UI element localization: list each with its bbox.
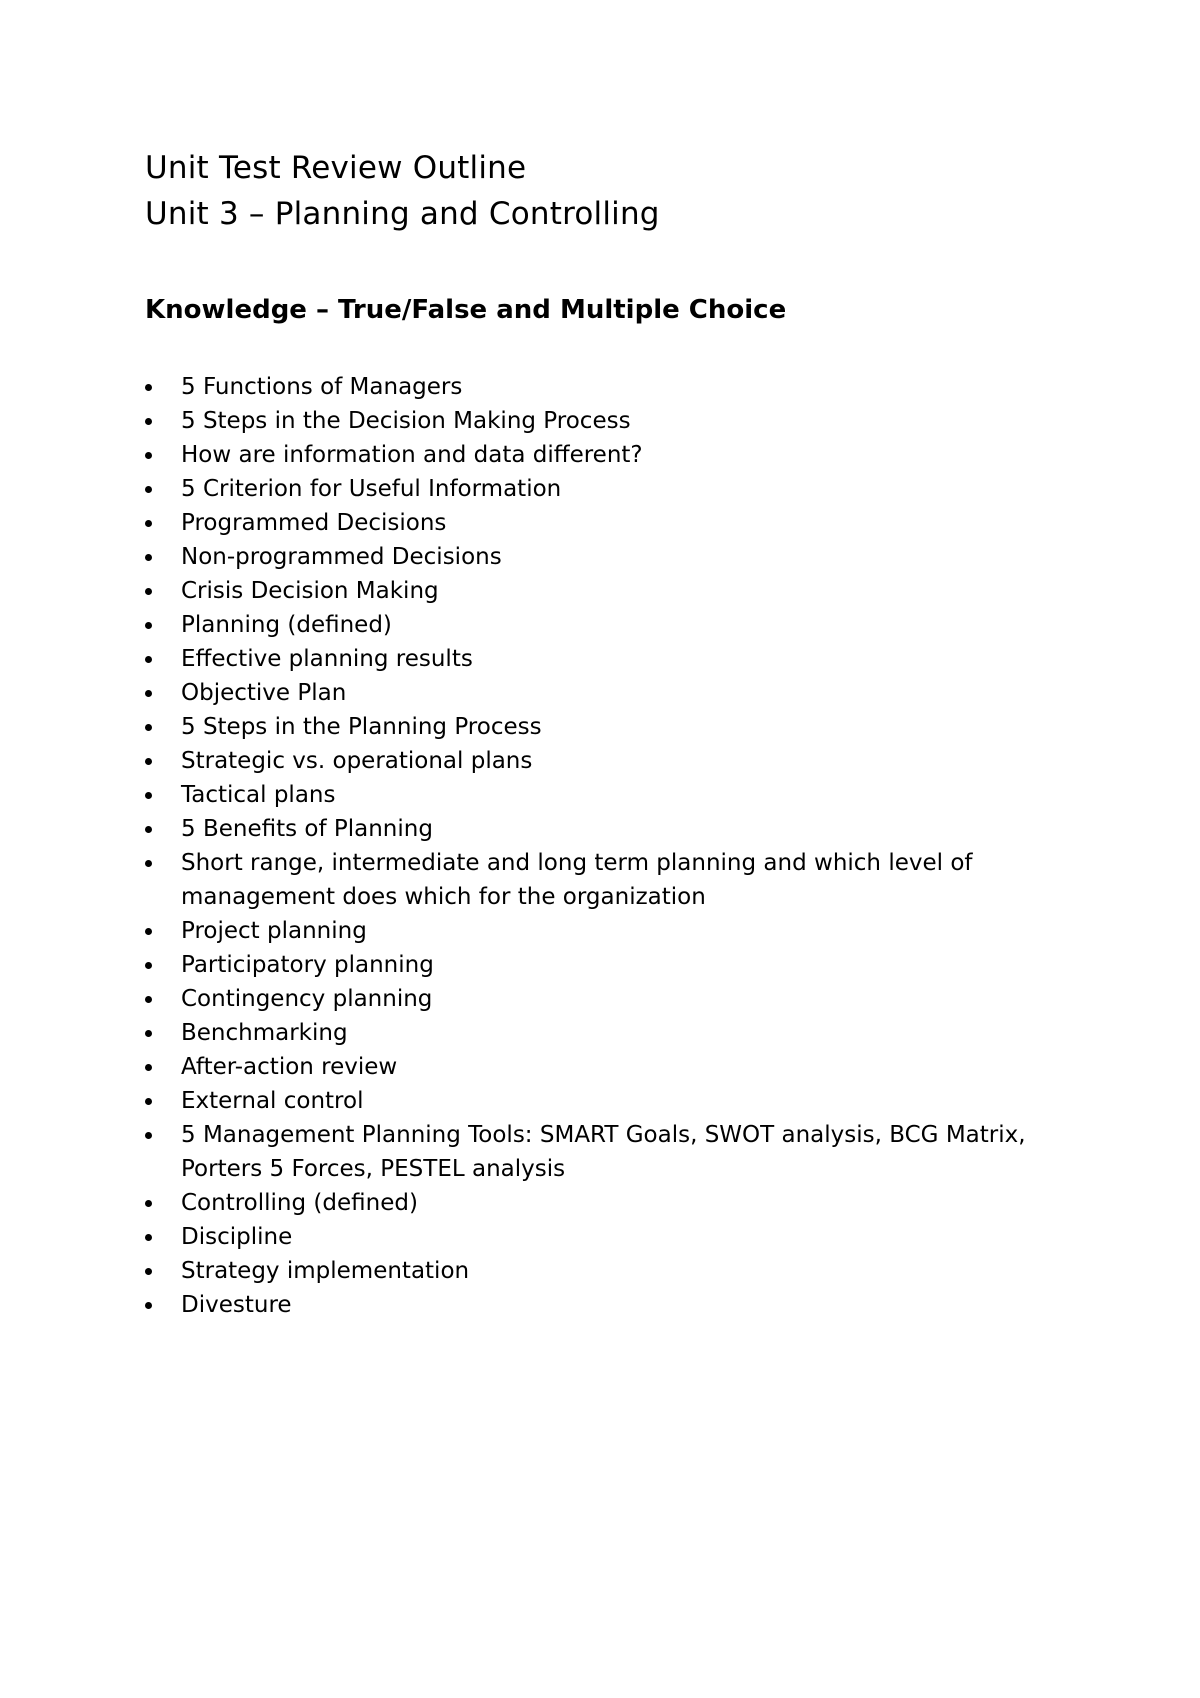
bullet-icon bbox=[145, 486, 152, 493]
bullet-icon bbox=[145, 1132, 152, 1139]
section-heading: Knowledge – True/False and Multiple Choice bbox=[145, 295, 787, 325]
bullet-icon bbox=[145, 996, 152, 1003]
outline-item bbox=[145, 472, 1045, 506]
outline-item-text: 5 Benefits of Planning bbox=[181, 816, 433, 842]
outline-item bbox=[145, 982, 1045, 1016]
bullet-icon bbox=[145, 588, 152, 595]
outline-item bbox=[145, 1084, 1045, 1118]
bullet-icon bbox=[145, 1030, 152, 1037]
outline-item-text: Planning (defined) bbox=[181, 612, 392, 638]
outline-item bbox=[145, 1050, 1045, 1084]
outline-item-text: Benchmarking bbox=[181, 1020, 348, 1046]
outline-list bbox=[145, 370, 1045, 1322]
outline-item-text: Controlling (defined) bbox=[181, 1190, 418, 1216]
outline-item-text: Programmed Decisions bbox=[181, 510, 447, 536]
outline-item-text: 5 Steps in the Planning Process bbox=[181, 714, 542, 740]
outline-item bbox=[145, 744, 1045, 778]
bullet-icon bbox=[145, 1234, 152, 1241]
outline-item bbox=[145, 1016, 1045, 1050]
outline-item bbox=[145, 1220, 1045, 1254]
outline-item bbox=[145, 438, 1045, 472]
bullet-icon bbox=[145, 418, 152, 425]
bullet-icon bbox=[145, 1268, 152, 1275]
bullet-icon bbox=[145, 792, 152, 799]
bullet-icon bbox=[145, 928, 152, 935]
outline-item bbox=[145, 676, 1045, 710]
title-block bbox=[145, 145, 660, 237]
bullet-icon bbox=[145, 1302, 152, 1309]
outline-item-text: Strategic vs. operational plans bbox=[181, 748, 533, 774]
outline-item bbox=[145, 1186, 1045, 1220]
bullet-icon bbox=[145, 758, 152, 765]
outline-item bbox=[145, 948, 1045, 982]
bullet-icon bbox=[145, 690, 152, 697]
outline-item-text: How are information and data different? bbox=[181, 442, 643, 468]
outline-item-text: External control bbox=[181, 1088, 364, 1114]
outline-item-text: Objective Plan bbox=[181, 680, 347, 706]
outline-item-text: Project planning bbox=[181, 918, 367, 944]
bullet-icon bbox=[145, 1200, 152, 1207]
bullet-icon bbox=[145, 860, 152, 867]
outline-item bbox=[145, 812, 1045, 846]
outline-item bbox=[145, 914, 1045, 948]
outline-item-text: Contingency planning bbox=[181, 986, 433, 1012]
outline-item-text: 5 Functions of Managers bbox=[181, 374, 463, 400]
outline-item-text: After-action review bbox=[181, 1054, 398, 1080]
outline-item-text: Discipline bbox=[181, 1224, 293, 1250]
outline-item bbox=[145, 778, 1045, 812]
outline-item-text: Tactical plans bbox=[181, 782, 336, 808]
outline-item-text: Divesture bbox=[181, 1292, 292, 1318]
outline-item-text: 5 Criterion for Useful Information bbox=[181, 476, 562, 502]
outline-item bbox=[145, 642, 1045, 676]
outline-item-text: Crisis Decision Making bbox=[181, 578, 439, 604]
outline-item bbox=[145, 506, 1045, 540]
outline-item bbox=[145, 1118, 1045, 1186]
bullet-icon bbox=[145, 1064, 152, 1071]
outline-item bbox=[145, 540, 1045, 574]
bullet-icon bbox=[145, 656, 152, 663]
bullet-icon bbox=[145, 452, 152, 459]
outline-item-text: Strategy implementation bbox=[181, 1258, 470, 1284]
outline-item-text: Effective planning results bbox=[181, 646, 473, 672]
bullet-icon bbox=[145, 384, 152, 391]
outline-item bbox=[145, 1288, 1045, 1322]
outline-item-text: Participatory planning bbox=[181, 952, 434, 978]
outline-item-text: Non-programmed Decisions bbox=[181, 544, 502, 570]
outline-item bbox=[145, 1254, 1045, 1288]
outline-item-text: 5 Management Planning Tools: SMART Goals, SWOT analysis, BCG Matrix, Porters 5 Forces, PESTEL analysis bbox=[181, 1122, 1026, 1182]
bullet-icon bbox=[145, 724, 152, 731]
bullet-icon bbox=[145, 554, 152, 561]
bullet-icon bbox=[145, 962, 152, 969]
outline-item bbox=[145, 574, 1045, 608]
bullet-icon bbox=[145, 622, 152, 629]
outline-item-text: 5 Steps in the Decision Making Process bbox=[181, 408, 631, 434]
outline-item bbox=[145, 608, 1045, 642]
outline-item bbox=[145, 404, 1045, 438]
outline-item bbox=[145, 710, 1045, 744]
outline-item bbox=[145, 846, 1045, 914]
bullet-icon bbox=[145, 520, 152, 527]
outline-item bbox=[145, 370, 1045, 404]
document-subtitle: Unit 3 – Planning and Controlling bbox=[145, 196, 660, 232]
outline-item-text: Short range, intermediate and long term planning and which level of management does which for the organization bbox=[181, 850, 973, 910]
document-title: Unit Test Review Outline bbox=[145, 150, 527, 186]
bullet-icon bbox=[145, 1098, 152, 1105]
bullet-icon bbox=[145, 826, 152, 833]
